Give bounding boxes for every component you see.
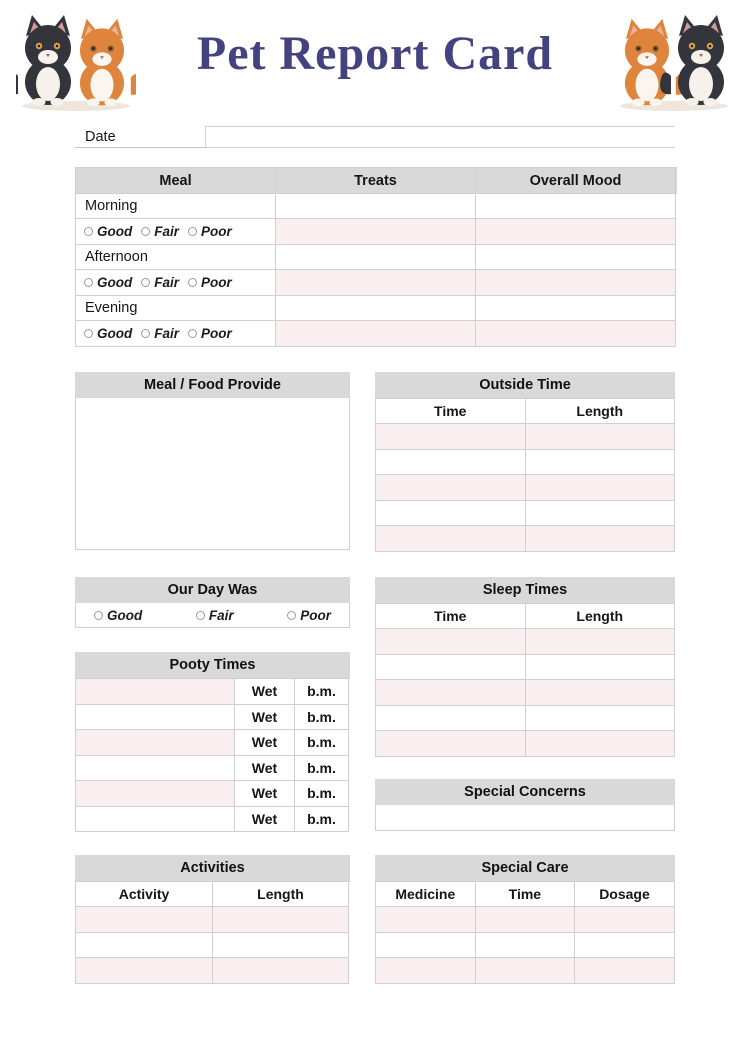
table-row-afternoon-rating xyxy=(76,270,677,296)
special-care-table xyxy=(375,881,675,984)
section-title: Activities xyxy=(75,855,350,881)
table-row xyxy=(376,501,675,527)
table-row xyxy=(76,807,350,833)
radio-option-good[interactable]: Good xyxy=(84,224,132,239)
time-fill-cell[interactable] xyxy=(376,475,526,501)
treats-fill-cell[interactable] xyxy=(276,321,476,347)
table-row xyxy=(376,655,675,681)
radio-option-fair[interactable]: Fair xyxy=(141,224,179,239)
length-fill-cell[interactable] xyxy=(526,629,676,655)
radio-icon[interactable] xyxy=(141,278,150,287)
table-row-evening xyxy=(76,296,677,321)
sleep-times-table xyxy=(375,603,675,757)
dosage-column-header: Dosage xyxy=(575,882,675,907)
radio-option-fair[interactable]: Fair xyxy=(141,326,179,341)
table-row xyxy=(376,526,675,552)
mood-fill-cell[interactable] xyxy=(476,321,676,347)
radio-icon[interactable] xyxy=(188,278,197,287)
meal-food-provide-section xyxy=(75,372,350,550)
wet-label[interactable]: Wet xyxy=(235,756,295,782)
treats-fill-cell[interactable] xyxy=(276,270,476,296)
table-row xyxy=(376,706,675,732)
medicine-fill-cell[interactable] xyxy=(376,958,476,984)
outside-time-section xyxy=(375,372,675,552)
time-fill-cell[interactable] xyxy=(376,424,526,450)
table-row xyxy=(76,933,350,959)
our-day-rating-group xyxy=(75,603,350,628)
meal-table-header xyxy=(76,168,677,194)
activity-fill-cell[interactable] xyxy=(76,933,213,959)
evening-rating-group xyxy=(76,321,276,347)
period-label-morning: Morning xyxy=(76,194,276,219)
overall-mood-column-header: Overall Mood xyxy=(476,168,676,194)
time-fill-cell[interactable] xyxy=(376,655,526,681)
treats-column-header: Treats xyxy=(276,168,476,194)
mood-fill-cell[interactable] xyxy=(476,296,676,321)
bm-label[interactable]: b.m. xyxy=(295,730,349,756)
meal-food-provide-textarea[interactable] xyxy=(75,398,350,550)
activities-table xyxy=(75,881,350,984)
section-title: Meal / Food Provide xyxy=(75,372,350,398)
radio-icon[interactable] xyxy=(141,227,150,236)
mood-fill-cell[interactable] xyxy=(476,194,676,219)
table-row-morning-rating xyxy=(76,219,677,245)
section-title: Special Care xyxy=(375,855,675,881)
length-fill-cell[interactable] xyxy=(526,501,676,527)
morning-rating-group xyxy=(76,219,276,245)
radio-icon[interactable] xyxy=(196,611,205,620)
cats-illustration-right xyxy=(614,8,734,112)
date-label: Date xyxy=(75,126,205,148)
bm-label[interactable]: b.m. xyxy=(295,781,349,807)
activity-column-header: Activity xyxy=(76,882,213,907)
date-input-line[interactable] xyxy=(205,126,675,148)
time-fill-cell[interactable] xyxy=(376,731,526,757)
radio-option-fair[interactable]: Fair xyxy=(196,608,234,623)
pooty-times-table xyxy=(75,678,350,832)
section-title: Outside Time xyxy=(375,372,675,398)
table-row xyxy=(76,705,350,731)
mood-fill-cell[interactable] xyxy=(476,270,676,296)
medicine-column-header: Medicine xyxy=(376,882,476,907)
table-row-evening-rating xyxy=(76,321,677,347)
length-fill-cell[interactable] xyxy=(526,475,676,501)
time-column-header: Time xyxy=(376,604,526,629)
wet-label[interactable]: Wet xyxy=(235,679,295,705)
time-fill-cell[interactable] xyxy=(476,958,576,984)
radio-option-poor[interactable]: Poor xyxy=(287,608,331,623)
length-column-header: Length xyxy=(526,604,676,629)
table-row xyxy=(76,679,350,705)
radio-icon[interactable] xyxy=(84,329,93,338)
meal-table xyxy=(75,167,677,347)
section-title: Sleep Times xyxy=(375,577,675,603)
table-row xyxy=(76,907,350,933)
column-header-row xyxy=(376,399,675,424)
radio-option-good[interactable]: Good xyxy=(84,326,132,341)
sleep-times-section xyxy=(375,577,675,757)
pooty-fill-cell[interactable] xyxy=(76,807,235,833)
time-fill-cell[interactable] xyxy=(376,526,526,552)
time-column-header: Time xyxy=(476,882,576,907)
bm-label[interactable]: b.m. xyxy=(295,756,349,782)
table-row-afternoon xyxy=(76,245,677,270)
bm-label[interactable]: b.m. xyxy=(295,679,349,705)
radio-option-poor[interactable]: Poor xyxy=(188,326,232,341)
special-care-section xyxy=(375,855,675,984)
length-column-header: Length xyxy=(213,882,349,907)
table-row xyxy=(376,933,675,959)
column-header-row xyxy=(76,882,350,907)
date-row xyxy=(75,126,675,148)
wet-label[interactable]: Wet xyxy=(235,705,295,731)
radio-icon[interactable] xyxy=(94,611,103,620)
time-fill-cell[interactable] xyxy=(376,680,526,706)
table-row xyxy=(376,680,675,706)
outside-time-table xyxy=(375,398,675,552)
radio-icon[interactable] xyxy=(188,227,197,236)
bm-label[interactable]: b.m. xyxy=(295,705,349,731)
mood-fill-cell[interactable] xyxy=(476,245,676,270)
time-fill-cell[interactable] xyxy=(376,629,526,655)
length-fill-cell[interactable] xyxy=(526,706,676,732)
treats-fill-cell[interactable] xyxy=(276,194,476,219)
pooty-fill-cell[interactable] xyxy=(76,705,235,731)
pooty-times-section xyxy=(75,652,350,832)
time-fill-cell[interactable] xyxy=(376,450,526,476)
treats-fill-cell[interactable] xyxy=(276,296,476,321)
our-day-was-section xyxy=(75,577,350,628)
treats-fill-cell[interactable] xyxy=(276,219,476,245)
length-fill-cell[interactable] xyxy=(526,655,676,681)
length-fill-cell[interactable] xyxy=(526,450,676,476)
radio-option-good[interactable]: Good xyxy=(84,275,132,290)
time-fill-cell[interactable] xyxy=(476,933,576,959)
dosage-fill-cell[interactable] xyxy=(575,958,675,984)
table-row xyxy=(376,629,675,655)
radio-option-fair[interactable]: Fair xyxy=(141,275,179,290)
length-fill-cell[interactable] xyxy=(526,526,676,552)
afternoon-rating-group xyxy=(76,270,276,296)
radio-icon[interactable] xyxy=(84,278,93,287)
period-label-afternoon: Afternoon xyxy=(76,245,276,270)
time-column-header: Time xyxy=(376,399,526,424)
section-title: Special Concerns xyxy=(375,779,675,805)
table-row xyxy=(76,756,350,782)
dosage-fill-cell[interactable] xyxy=(575,933,675,959)
pooty-fill-cell[interactable] xyxy=(76,730,235,756)
pooty-fill-cell[interactable] xyxy=(76,756,235,782)
radio-icon[interactable] xyxy=(84,227,93,236)
length-fill-cell[interactable] xyxy=(526,731,676,757)
length-fill-cell[interactable] xyxy=(526,424,676,450)
table-row xyxy=(376,475,675,501)
radio-icon[interactable] xyxy=(141,329,150,338)
table-row xyxy=(76,958,350,984)
page-title: Pet Report Card xyxy=(196,27,554,80)
column-header-row xyxy=(376,882,675,907)
bm-label[interactable]: b.m. xyxy=(295,807,349,833)
table-row xyxy=(76,730,350,756)
activity-fill-cell[interactable] xyxy=(76,907,213,933)
mood-fill-cell[interactable] xyxy=(476,219,676,245)
table-row xyxy=(376,958,675,984)
medicine-fill-cell[interactable] xyxy=(376,907,476,933)
wet-label[interactable]: Wet xyxy=(235,730,295,756)
section-title: Pooty Times xyxy=(75,652,350,678)
radio-option-poor[interactable]: Poor xyxy=(188,275,232,290)
table-row-morning xyxy=(76,194,677,219)
wet-label[interactable]: Wet xyxy=(235,807,295,833)
column-header-row xyxy=(376,604,675,629)
activities-section xyxy=(75,855,350,984)
meal-column-header: Meal xyxy=(76,168,276,194)
wet-label[interactable]: Wet xyxy=(235,781,295,807)
table-row xyxy=(76,781,350,807)
radio-option-good[interactable]: Good xyxy=(94,608,142,623)
radio-icon[interactable] xyxy=(188,329,197,338)
pooty-fill-cell[interactable] xyxy=(76,679,235,705)
activity-fill-cell[interactable] xyxy=(76,958,213,984)
table-row xyxy=(376,424,675,450)
radio-icon[interactable] xyxy=(287,611,296,620)
special-concerns-section xyxy=(375,779,675,831)
table-row xyxy=(376,450,675,476)
length-column-header: Length xyxy=(526,399,676,424)
time-fill-cell[interactable] xyxy=(376,706,526,732)
dosage-fill-cell[interactable] xyxy=(575,907,675,933)
length-fill-cell[interactable] xyxy=(213,958,349,984)
table-row xyxy=(376,907,675,933)
section-title: Our Day Was xyxy=(75,577,350,603)
time-fill-cell[interactable] xyxy=(476,907,576,933)
length-fill-cell[interactable] xyxy=(526,680,676,706)
length-fill-cell[interactable] xyxy=(213,933,349,959)
period-label-evening: Evening xyxy=(76,296,276,321)
special-concerns-fill-cell[interactable] xyxy=(375,805,675,831)
medicine-fill-cell[interactable] xyxy=(376,933,476,959)
time-fill-cell[interactable] xyxy=(376,501,526,527)
length-fill-cell[interactable] xyxy=(213,907,349,933)
pooty-fill-cell[interactable] xyxy=(76,781,235,807)
table-row xyxy=(376,731,675,757)
treats-fill-cell[interactable] xyxy=(276,245,476,270)
radio-option-poor[interactable]: Poor xyxy=(188,224,232,239)
